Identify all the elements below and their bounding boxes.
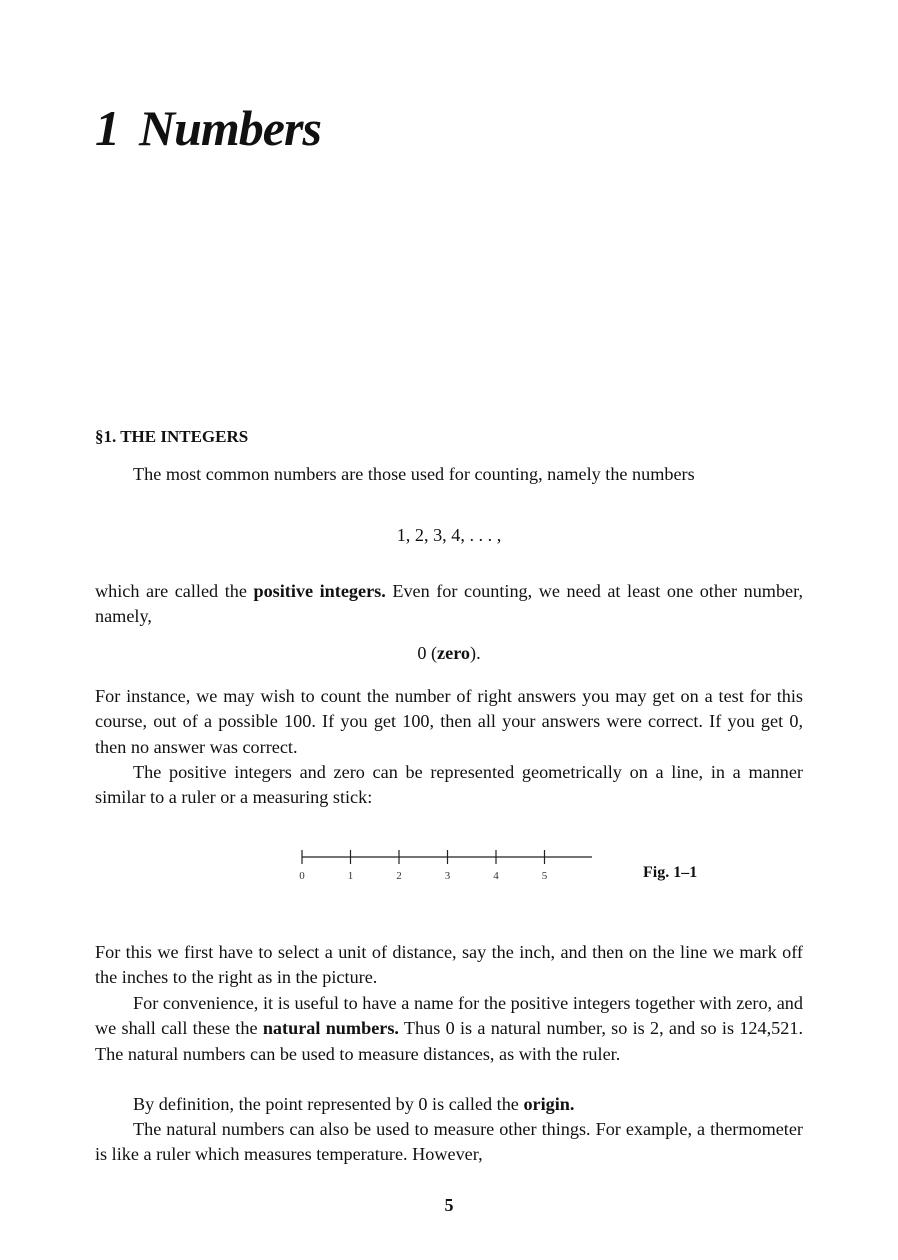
number-line-tick-label: 5 [541,870,548,882]
paragraph-unit-distance: For this we first have to select a unit of distance, say the inch, and then on the line we mark off the inches to the right as in the picture. [95,942,803,988]
paragraph-origin [95,1092,803,1117]
page-number: 5 [444,1195,454,1215]
section-heading: §1. THE INTEGERS [95,427,249,446]
p2-before: which are called the [95,581,254,601]
paragraph-positive-integers [95,579,803,630]
chapter-number: 1 [95,100,119,156]
display-zero [95,643,803,664]
paragraph-counting: The most common numbers are those used for counting, namely the numbers [133,464,695,484]
p6-after: Thus 0 is a natural number, so is 2, and so is 124,521. The natural numbers can be used to measure distances, as with the ruler. [95,1018,803,1064]
chapter-title [95,100,321,156]
chapter-title-text: Numbers [139,100,321,156]
term-positive-integers: positive integers. [253,581,386,601]
number-line-figure [292,845,638,885]
figure-caption: Fig. 1–1 [643,864,698,881]
number-line-tick-label: 3 [444,870,451,882]
number-line-tick-label: 4 [493,870,499,882]
number-line-tick-label: 0 [299,870,305,882]
display2-before: 0 ( [417,643,438,663]
number-line-tick-label: 2 [396,870,402,882]
number-line [292,845,638,885]
number-line-tick-label: 1 [347,870,354,882]
display2-after: ). [470,643,481,663]
paragraph-natural-numbers [95,991,803,1067]
term-origin: origin. [523,1094,575,1114]
p6-before: For convenience, it is useful to have a name for the positive integers together with zero, and we shall call these the [95,993,803,1039]
paragraph-thermometer: The natural numbers can also be used to measure other things. For example, a thermometer is like a ruler which measures temperature. However, [95,1119,803,1165]
paragraph-test-example: For instance, we may wish to count the number of right answers you may get on a test for this course, out of a possible 100. If you get 100, then all your answers were correct. If you get 0, then no answer was correct. [95,686,803,757]
display-positive-integers: 1, 2, 3, 4, . . . , [396,525,502,545]
term-natural-numbers: natural numbers. [262,1018,399,1039]
p2-after: Even for counting, we need at least one other number, namely, [95,581,803,627]
paragraph-geometric: The positive integers and zero can be represented geometrically on a line, in a manner similar to a ruler or a measuring stick: [95,762,803,808]
term-zero: zero [437,643,471,663]
p7-before: By definition, the point represented by 0 is called the [133,1094,524,1114]
